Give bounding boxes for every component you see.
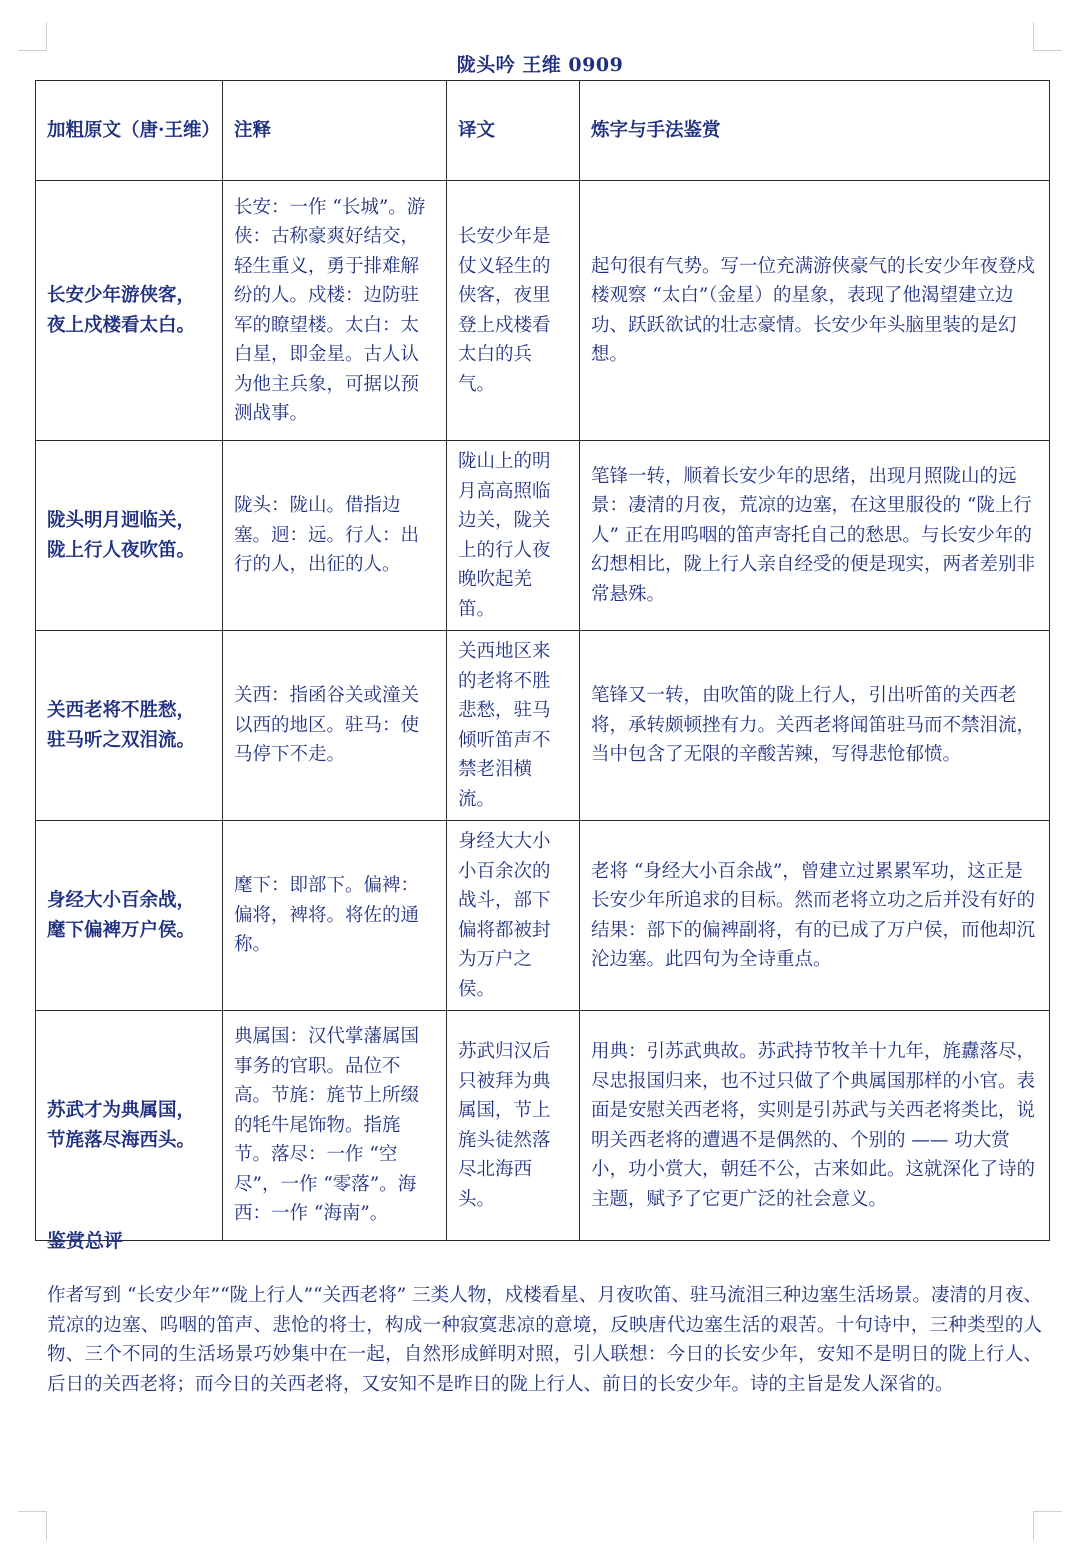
cell-original: 长安少年游侠客，夜上戍楼看太白。 <box>36 181 223 441</box>
cell-appreciation: 老将 “身经大小百余战”，曾建立过累累军功，这正是长安少年所追求的目标。然而老将立功之后并没有好的结果：部下的偏裨副将，有的已成了万户侯，而他却沉沦边塞。此四句为全诗重点。 <box>580 821 1050 1011</box>
table-header-row <box>36 81 1050 181</box>
cell-translation: 关西地区来的老将不胜悲愁，驻马倾听笛声不禁老泪横流。 <box>447 631 580 821</box>
crop-mark-top-left <box>18 22 47 51</box>
header-translation: 译文 <box>447 81 580 181</box>
header-appreciation: 炼字与手法鉴赏 <box>580 81 1050 181</box>
table-row <box>36 631 1050 821</box>
annotation-table <box>35 80 1050 1241</box>
cell-notes: 陇头：陇山。借指边塞。迥：远。行人：出行的人，出征的人。 <box>223 441 447 631</box>
table-row <box>36 821 1050 1011</box>
cell-notes: 麾下：即部下。偏裨：偏将，裨将。将佐的通称。 <box>223 821 447 1011</box>
cell-translation: 身经大大小小百余次的战斗，部下偏将都被封为万户之侯。 <box>447 821 580 1011</box>
cell-original: 关西老将不胜愁，驻马听之双泪流。 <box>36 631 223 821</box>
crop-mark-bottom-left <box>18 1511 47 1540</box>
cell-appreciation: 起句很有气势。写一位充满游侠豪气的长安少年夜登戍楼观察 “太白”（金星）的星象，表现了他渴望建立边功、跃跃欲试的壮志豪情。长安少年头脑里装的是幻想。 <box>580 181 1050 441</box>
cell-original: 苏武才为典属国，节旄落尽海西头。 <box>36 1011 223 1241</box>
table-row <box>36 441 1050 631</box>
summary-heading: 鉴赏总评 <box>47 1230 124 1252</box>
crop-mark-bottom-right <box>1033 1511 1062 1540</box>
cell-original: 身经大小百余战，麾下偏裨万户侯。 <box>36 821 223 1011</box>
cell-notes: 关西：指函谷关或潼关以西的地区。驻马：使马停下不走。 <box>223 631 447 821</box>
cell-translation: 陇山上的明月高高照临边关，陇关上的行人夜晚吹起羌笛。 <box>447 441 580 631</box>
cell-appreciation: 笔锋一转，顺着长安少年的思绪，出现月照陇山的远景：凄清的月夜，荒凉的边塞，在这里服役的 “陇上行人” 正在用呜咽的笛声寄托自己的愁思。与长安少年的幻想相比，陇上行人亲自经受的便是现实，两者差别非常悬殊。 <box>580 441 1050 631</box>
cell-translation: 长安少年是仗义轻生的侠客，夜里登上戍楼看太白的兵气。 <box>447 181 580 441</box>
summary-text: 作者写到 “长安少年”“陇上行人”“关西老将” 三类人物，戍楼看星、月夜吹笛、驻马流泪三种边塞生活场景。凄清的月夜、荒凉的边塞、呜咽的笛声、悲怆的将士，构成一种寂寞悲凉的意境，反映唐代边塞生活的艰苦。十句诗中，三种类型的人物、三个不同的生活场景巧妙集中在一起，自然形成鲜明对照，引人联想：今日的长安少年，安知不是明日的陇上行人、后日的关西老将；而今日的关西老将，又安知不是昨日的陇上行人、前日的长安少年。诗的主旨是发人深省的。 <box>47 1285 1042 1395</box>
crop-mark-top-right <box>1033 22 1062 51</box>
page-title: 陇头吟 王维 0909 <box>456 54 624 76</box>
table-row <box>36 1011 1050 1241</box>
header-notes: 注释 <box>223 81 447 181</box>
cell-notes: 长安：一作 “长城”。游侠：古称豪爽好结交，轻生重义，勇于排难解纷的人。戍楼：边防驻军的瞭望楼。太白：太白星，即金星。古人认为他主兵象，可据以预测战事。 <box>223 181 447 441</box>
cell-original: 陇头明月迥临关，陇上行人夜吹笛。 <box>36 441 223 631</box>
cell-appreciation: 笔锋又一转，由吹笛的陇上行人，引出听笛的关西老将，承转颇顿挫有力。关西老将闻笛驻马而不禁泪流，当中包含了无限的辛酸苦辣，写得悲怆郁愤。 <box>580 631 1050 821</box>
header-original: 加粗原文（唐·王维） <box>36 81 223 181</box>
cell-notes: 典属国：汉代掌藩属国事务的官职。品位不高。节旄：旄节上所缀的牦牛尾饰物。指旄节。落尽：一作 “空尽”，一作 “零落”。海西：一作 “海南”。 <box>223 1011 447 1241</box>
cell-translation: 苏武归汉后只被拜为典属国，节上旄头徒然落尽北海西头。 <box>447 1011 580 1241</box>
cell-appreciation: 用典：引苏武典故。苏武持节牧羊十九年，旄纛落尽，尽忠报国归来，也不过只做了个典属国那样的小官。表面是安慰关西老将，实则是引苏武与关西老将类比，说明关西老将的遭遇不是偶然的、个别的 —— 功大赏小，功小赏大，朝廷不公，古来如此。这就深化了诗的主题，赋予了它更广泛的社会意义。 <box>580 1011 1050 1241</box>
table-row <box>36 181 1050 441</box>
